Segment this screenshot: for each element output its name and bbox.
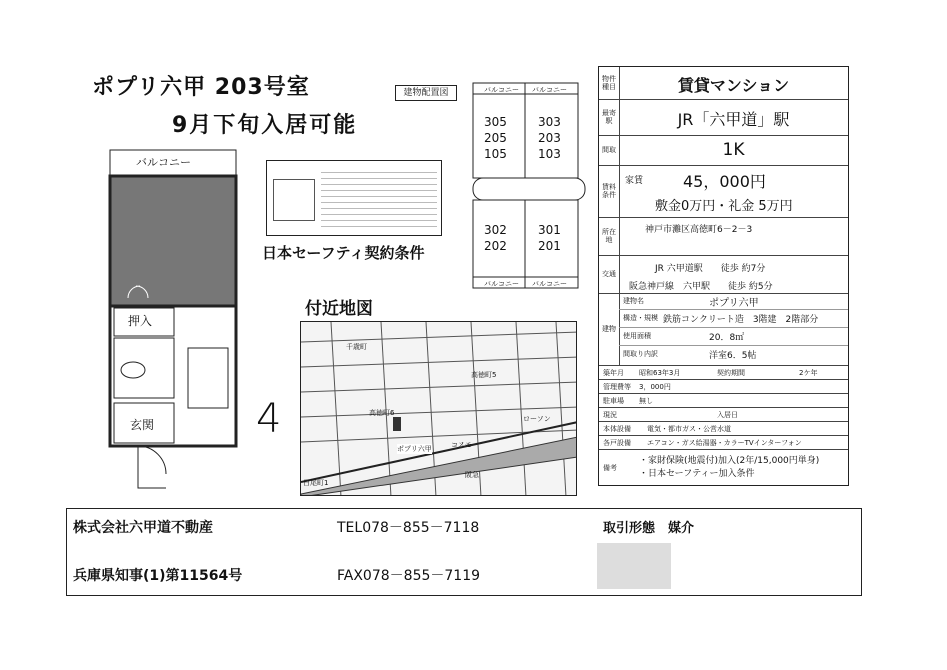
room-number: 205 — [484, 131, 507, 145]
room-number: 301 — [538, 223, 561, 237]
type-value: 賃貸マンション — [677, 76, 790, 95]
address-label: 所在地 — [599, 217, 620, 255]
room-number: 105 — [484, 147, 507, 161]
company-name: 株式会社六甲道不動産 — [73, 520, 213, 536]
property-title: ポプリ六甲 203号室 — [92, 75, 310, 100]
layout-map-title: 建物配置図 — [395, 85, 457, 101]
address-value: 神戸市灘区高徳町6－2－3 — [645, 225, 753, 235]
room-number: 103 — [538, 147, 561, 161]
station-label: 最寄駅 — [599, 99, 620, 135]
floor-number: 4 — [256, 396, 282, 442]
built-label: 築年月 — [603, 369, 624, 377]
faded-logo — [597, 543, 671, 589]
equipment-label: 各戸設備 — [603, 439, 631, 447]
map-label: 千歳町 — [346, 343, 367, 351]
closet-label: 押入 — [128, 314, 153, 328]
nearby-map — [300, 321, 577, 496]
balcony-label: バルコニー — [136, 156, 191, 169]
footer-box — [66, 508, 862, 596]
area-label: 使用面積 — [623, 332, 651, 340]
balcony-label-bottom-left: バルコニー — [484, 280, 519, 288]
balcony-label-top-right: バルコニー — [532, 86, 567, 94]
floor-plan — [108, 148, 238, 498]
fax-number: FAX078－855－7119 — [337, 568, 481, 584]
building-name-label: 建物名 — [623, 297, 644, 305]
balcony-label-bottom-right: バルコニー — [532, 280, 567, 288]
access-jr: JR 六甲道駅 徒歩 約7分 — [655, 264, 766, 274]
map-label: ローソン — [523, 415, 551, 423]
status-label: 現況 — [603, 411, 617, 419]
access-hankyu: 阪急神戸線 六甲駅 徒歩 約5分 — [629, 282, 773, 292]
rent-label: 賃料条件 — [599, 165, 620, 217]
building-name-value: ポプリ六甲 — [709, 298, 759, 309]
tel-number: TEL078－855－7118 — [337, 520, 480, 536]
station-value: JR「六甲道」駅 — [677, 110, 790, 129]
map-label: ポプリ六甲 — [397, 445, 432, 453]
layout-label: 間取 — [599, 135, 620, 165]
rent-value: 45，000円 — [683, 172, 766, 191]
lease-value: 2ケ年 — [799, 369, 818, 377]
availability-note: 9月下旬入居可能 — [172, 113, 358, 138]
area-value: 20．8㎡ — [709, 333, 745, 343]
facility-label: 本体設備 — [603, 425, 631, 433]
map-label: 高徳町6 — [369, 409, 395, 417]
layout-value: 1K — [722, 140, 745, 160]
building-layout — [470, 80, 590, 290]
entrance-label: 玄関 — [130, 418, 155, 432]
structure-value: 鉄筋コンクリート造 3階建 2階部分 — [663, 315, 819, 325]
room-number: 303 — [538, 115, 561, 129]
transaction-type: 取引形態 媒介 — [603, 521, 695, 536]
balcony-label-top-left: バルコニー — [484, 86, 519, 94]
access-label: 交通 — [599, 255, 620, 293]
move-in-label: 入居日 — [717, 411, 738, 419]
safety-contract-label: 日本セーフティ契約条件 — [262, 244, 425, 262]
rent-name: 家賃 — [625, 176, 644, 186]
room-breakdown-label: 間取り内訳 — [623, 350, 658, 358]
safety-notice-image — [266, 160, 442, 236]
note-safety: ・日本セーフティー加入条件 — [639, 469, 755, 479]
note-insurance: ・家財保険(地震付)加入(2年/15,000円単身) — [639, 456, 820, 466]
parking-value: 無し — [639, 397, 653, 405]
nearby-map-title: 付近地図 — [305, 299, 373, 319]
deposit-value: 敷金0万円・礼金 5万円 — [655, 199, 793, 214]
room-number: 202 — [484, 239, 507, 253]
building-label: 建物 — [599, 293, 620, 365]
parking-label: 駐車場 — [603, 397, 624, 405]
facility-value: 電気・都市ガス・公営水道 — [647, 425, 731, 433]
equipment-value: エアコン・ガス給湯器・カラーTVインターフォン — [647, 439, 802, 447]
license-number: 兵庫県知事(1)第11564号 — [73, 568, 243, 584]
property-details-table — [598, 66, 849, 486]
room-number: 302 — [484, 223, 507, 237]
built-value: 昭和63年3月 — [639, 369, 681, 377]
management-fee-label: 管理費等 — [603, 383, 631, 391]
structure-label: 構造・規模 — [623, 314, 658, 322]
lease-label: 契約期間 — [717, 369, 745, 377]
map-label: 高徳町5 — [471, 371, 497, 379]
map-label: 日尾町1 — [303, 479, 329, 487]
room-breakdown-value: 洋室6．5帖 — [709, 351, 757, 361]
room-number: 203 — [538, 131, 561, 145]
room-number: 305 — [484, 115, 507, 129]
map-label: コスモ — [451, 441, 472, 449]
room-number: 201 — [538, 239, 561, 253]
notes-label: 備考 — [603, 464, 617, 472]
management-fee-value: 3，000円 — [639, 383, 671, 391]
type-label: 物件種目 — [599, 67, 620, 99]
map-label: 阪急 — [465, 471, 479, 479]
